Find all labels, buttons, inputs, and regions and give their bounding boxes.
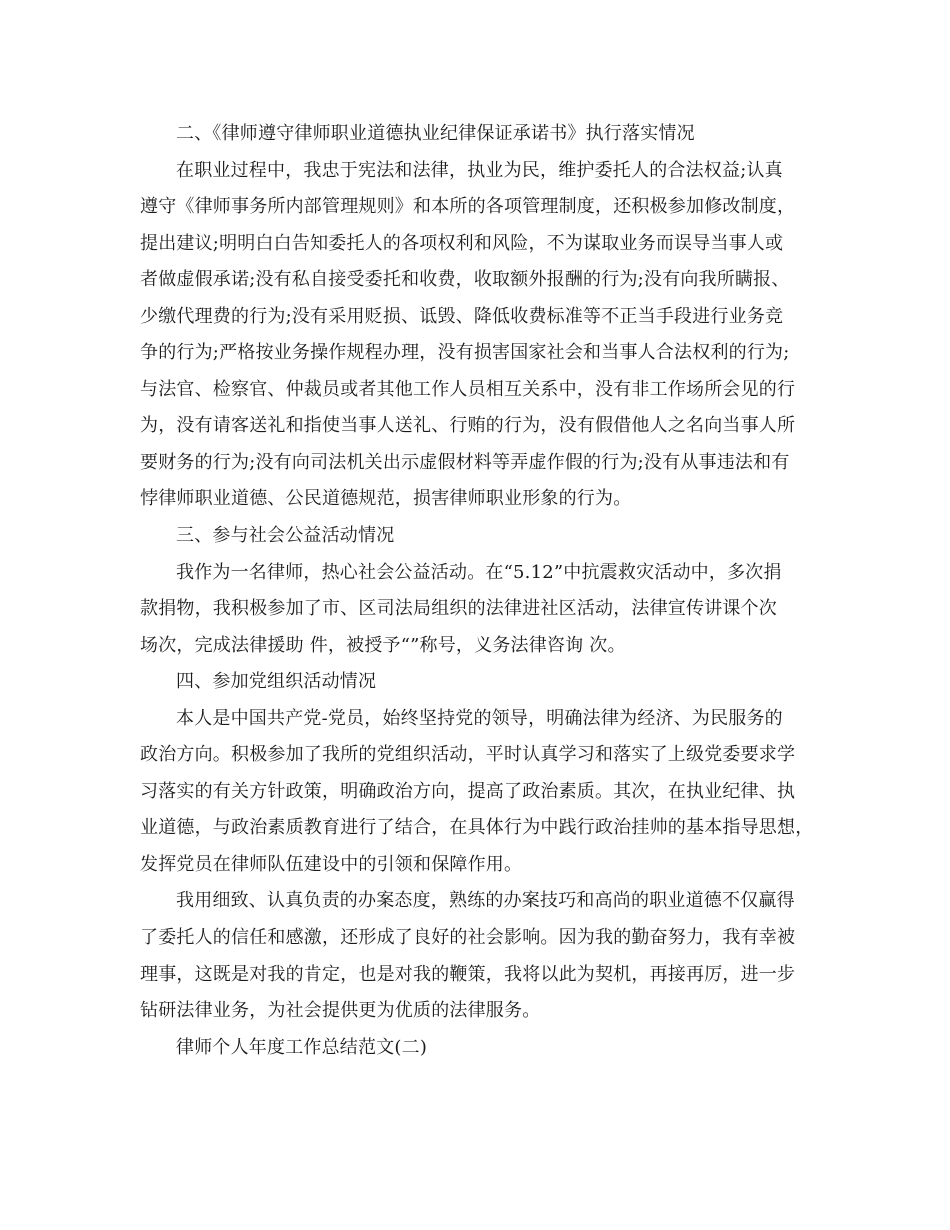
paragraph-line: 悖律师职业道德、公民道德规范，损害律师职业形象的行为。	[140, 488, 632, 510]
paragraph-line: 者做虚假承诺;没有私自接受委托和收费，收取额外报酬的行为;没有向我所瞒报、	[140, 269, 790, 291]
paragraph-line: 我用细致、认真负责的办案态度，熟练的办案技巧和高尚的职业道德不仅赢得	[176, 890, 795, 912]
paragraph-line: 款捐物，我积极参加了市、区司法局组织的法律进社区活动，法律宣传讲课个次	[140, 598, 777, 620]
paragraph-line: 发挥党员在律师队伍建设中的引领和保障作用。	[140, 853, 523, 875]
section-heading: 二、《律师遵守律师职业道德执业纪律保证承诺书》执行落实情况	[176, 123, 695, 144]
paragraph-line: 业道德，与政治素质教育进行了结合，在具体行为中践行政治挂帅的基本指导思想，	[140, 817, 814, 839]
paragraph-line: 为，没有请客送礼和指使当事人送礼、行贿的行为，没有假借他人之名向当事人所	[140, 415, 796, 437]
paragraph-line: 习落实的有关方针政策，明确政治方向，提高了政治素质。其次，在执业纪律、执	[140, 780, 796, 802]
paragraph-line: 在职业过程中，我忠于宪法和法律，执业为民，维护委托人的合法权益;认真	[176, 159, 783, 181]
document-body	[140, 116, 830, 1066]
paragraph-line: 争的行为;严格按业务操作规程办理，没有损害国家社会和当事人合法权利的行为;	[140, 342, 790, 364]
section-heading: 三、参与社会公益活动情况	[176, 525, 395, 547]
paragraph-line: 少缴代理费的行为;没有采用贬损、诋毁、降低收费标准等不正当手段进行业务竞	[140, 305, 784, 327]
paragraph-line: 本人是中国共产党-党员，始终坚持党的领导，明确法律为经济、为民服务的	[176, 707, 783, 729]
paragraph-line: 与法官、检察官、仲裁员或者其他工作人员相互关系中，没有非工作场所会见的行	[140, 378, 796, 400]
paragraph-line: 政治方向。积极参加了我所的党组织活动，平时认真学习和落实了上级党委要求学	[140, 744, 796, 766]
paragraph-line: 了委托人的信任和感激，还形成了良好的社会影响。因为我的勤奋努力，我有幸被	[140, 927, 796, 949]
paragraph-line: 提出建议;明明白白告知委托人的各项权利和风险，不为谋取业务而误导当事人或	[140, 232, 784, 254]
paragraph-line: 我作为一名律师，热心社会公益活动。在“5.12”中抗震救灾活动中，多次捐	[176, 561, 782, 583]
document-subtitle: 律师个人年度工作总结范文(二)	[176, 1036, 428, 1058]
section-heading: 四、参加党组织活动情况	[176, 671, 377, 693]
paragraph-line: 要财务的行为;没有向司法机关出示虚假材料等弄虚作假的行为;没有从事违法和有	[140, 451, 790, 473]
paragraph-line: 遵守《律师事务所内部管理规则》和本所的各项管理制度，还积极参加修改制度，	[140, 196, 796, 218]
paragraph-line: 理事，这既是对我的肯定，也是对我的鞭策，我将以此为契机，再接再厉，进一步	[140, 963, 796, 985]
paragraph-line: 钻研法律业务，为社会提供更为优质的法律服务。	[140, 1000, 541, 1022]
paragraph-line: 场次，完成法律援助 件，被授予“”称号，义务法律咨询 次。	[140, 634, 626, 656]
